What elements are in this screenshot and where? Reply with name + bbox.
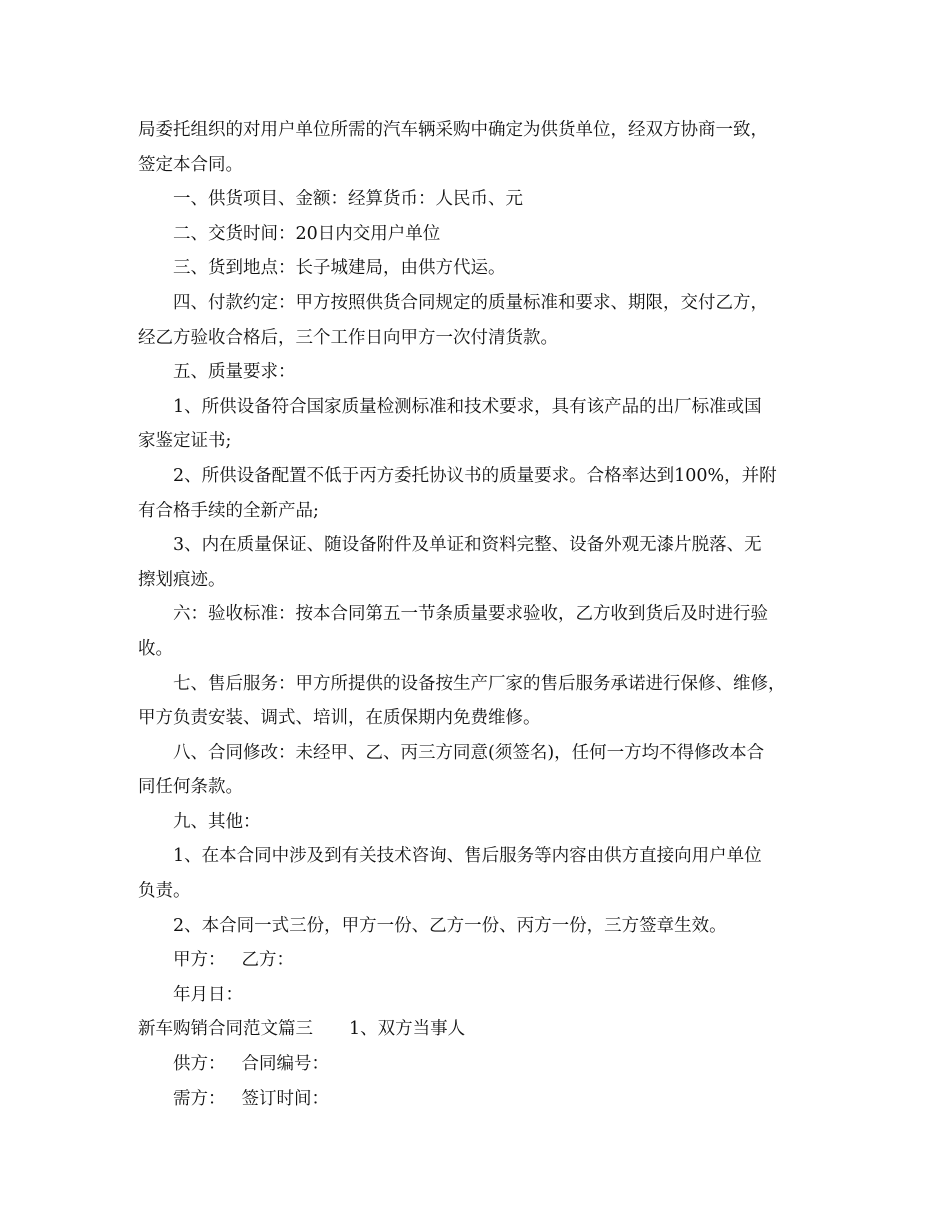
other-item-2: 2、本合同一式三份，甲方一份、乙方一份、丙方一份，三方签章生效。 bbox=[173, 915, 727, 936]
other-item-1: 1、在本合同中涉及到有关技术咨询、售后服务等内容由供方直接向用户单位 bbox=[173, 846, 762, 867]
signature-line bbox=[138, 943, 818, 978]
paragraph-line: 负责。 bbox=[138, 881, 191, 902]
buyer-label: 需方： bbox=[173, 1088, 226, 1109]
quality-item-2: 2、所供设备配置不低于丙方委托协议书的质量要求。合格率达到100%，并附 bbox=[173, 465, 777, 486]
clause-payment: 四、付款约定：甲方按照供货合同规定的质量标准和要求、期限，交付乙方， bbox=[173, 292, 768, 313]
party-a-label: 甲方： bbox=[173, 950, 226, 971]
paragraph-line: 擦划痕迹。 bbox=[138, 569, 226, 590]
clause-after-sales: 七、售后服务：甲方所提供的设备按生产厂家的售后服务承诺进行保修、维修， bbox=[173, 673, 786, 694]
clause-quality: 五、质量要求： bbox=[173, 362, 296, 383]
paragraph-line: 同任何条款。 bbox=[138, 777, 243, 798]
date-line: 年月日： bbox=[173, 984, 243, 1005]
paragraph-line: 签定本合同。 bbox=[138, 154, 243, 175]
section-item: 1、双方当事人 bbox=[349, 1019, 466, 1040]
clause-acceptance: 六：验收标准：按本合同第五一节条质量要求验收，乙方收到货后及时进行验 bbox=[173, 604, 768, 625]
clause-other: 九、其他： bbox=[173, 811, 261, 832]
section-title: 新车购销合同范文篇三 bbox=[138, 1019, 313, 1040]
party-b-label: 乙方： bbox=[241, 950, 294, 971]
sign-time-label: 签订时间： bbox=[241, 1088, 329, 1109]
document-body bbox=[138, 113, 818, 1116]
paragraph-line: 甲方负责安装、调式、培训，在质保期内免费维修。 bbox=[138, 708, 541, 729]
clause-delivery-place: 三、货到地点：长子城建局，由供方代运。 bbox=[173, 258, 506, 279]
clause-supply-items: 一、供货项目、金额：经算货币：人民币、元 bbox=[173, 189, 523, 210]
supplier-line bbox=[138, 1047, 818, 1082]
paragraph-line: 收。 bbox=[138, 638, 173, 659]
paragraph-line: 有合格手续的全新产品; bbox=[138, 500, 319, 521]
clause-amendment: 八、合同修改：未经甲、乙、丙三方同意(须签名)，任何一方均不得修改本合 bbox=[173, 742, 765, 763]
contract-number-label: 合同编号： bbox=[241, 1054, 329, 1075]
section-heading-line bbox=[138, 1012, 818, 1047]
quality-item-1: 1、所供设备符合国家质量检测标准和技术要求，具有该产品的出厂标准或国 bbox=[173, 396, 762, 417]
supplier-label: 供方： bbox=[173, 1054, 226, 1075]
quality-item-3: 3、内在质量保证、随设备附件及单证和资料完整、设备外观无漆片脱落、无 bbox=[173, 535, 762, 556]
paragraph-line: 家鉴定证书; bbox=[138, 431, 232, 452]
paragraph-line: 经乙方验收合格后，三个工作日向甲方一次付清货款。 bbox=[138, 327, 558, 348]
buyer-line bbox=[138, 1082, 818, 1117]
clause-delivery-time: 二、交货时间：20日内交用户单位 bbox=[173, 223, 441, 244]
paragraph-line: 局委托组织的对用户单位所需的汽车辆采购中确定为供货单位，经双方协商一致， bbox=[138, 120, 768, 140]
